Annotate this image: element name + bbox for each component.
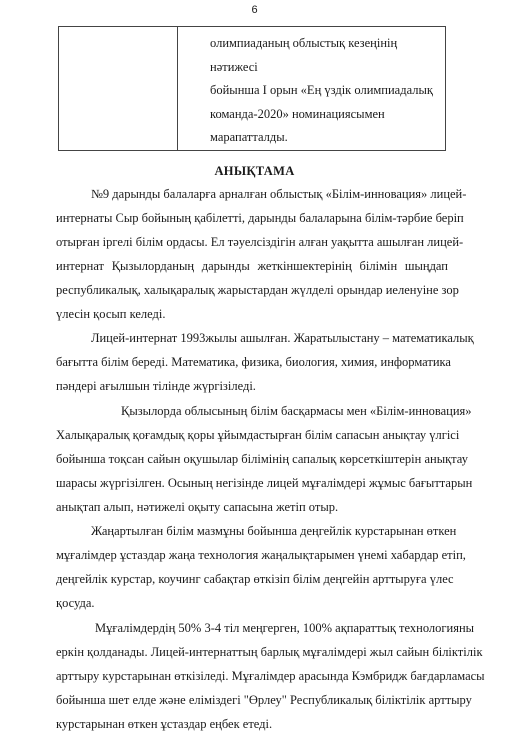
text-line: Халықаралық қоғамдық қоры ұйымдастырған білім сапасын анықтау үлгісі (56, 428, 460, 442)
text-line: пәндері ағылшын тілінде жүргізіледі. (56, 379, 256, 393)
text-line: Жаңартылған білім мазмұны бойынша деңгейлік курстарынан өткен (91, 524, 457, 538)
text-line: Қызылорда облысының білім басқармасы мен «Білім-инновация» (121, 404, 472, 418)
text-line: бойынша шет елде және еліміздегі "Өрлеу" Республикалық біліктілік арттыру (56, 693, 472, 707)
text-line: Лицей-интернат 1993жылы ашылған. Жаратылыстану – математикалық (91, 331, 474, 345)
text-line: отырған іргелі білім ордасы. Ел тәуелсіздігін алған уақытта ашылған лицей- (56, 235, 464, 249)
table-line: команда-2020» номинациясымен (210, 106, 385, 121)
text-line: мұғалімдер ұстаздар жаңа технология жаңалықтарымен үнемі хабардар етіп, (56, 548, 466, 562)
table-cell-text (178, 27, 446, 151)
text-line: анықтап алып, нәтижелі оқыту сапасына жетіп отыр. (56, 500, 339, 514)
page-number: 6 (251, 4, 258, 16)
table-cell-empty (59, 27, 178, 151)
table-line: бойынша І орын «Ең үздік олимпиадалық (210, 83, 433, 97)
text-line: республикалық, халықаралық жарыстардан жүлделі орындар иеленуіне зор (56, 283, 459, 297)
text-line: интернат Қызылорданың дарынды жеткіншектерінің білімін шыңдап (56, 259, 448, 273)
text-line: үлесін қосып келеді. (56, 307, 166, 321)
table-line: олимпиаданың облыстық кезеңінің нәтижесі (210, 36, 398, 74)
text-line: деңгейлік курстар, коучинг сабақтар өткізіп білім деңгейін арттыруға үлес (56, 572, 454, 586)
text-line: шарасы жүргізілген. Осының негізінде лицей мұғалімдері жұмыс бағыттарын (56, 476, 473, 490)
text-line: курстарынан өткен ұстаздар еңбек етеді. (56, 717, 273, 731)
text-line: арттыру курстарынан өткізіледі. Мұғалімдер арасында Кэмбридж бағдарламасы (56, 669, 485, 683)
text-line: Мұғалімдердің 50% 3-4 тіл меңгерген, 100% ақпараттық технологияны (95, 621, 475, 635)
document-heading: АНЫҚТАМА (214, 164, 295, 178)
table-line: марапатталды. (210, 130, 288, 144)
table-fragment (58, 26, 446, 151)
text-line: қосуда. (56, 596, 95, 610)
text-line: бойынша тоқсан сайын оқушылар білімінің сапалық көрсеткіштерін анықтау (56, 452, 468, 466)
text-line: еркін қолданады. Лицей-интернаттың барлық мұғалімдері жыл сайын біліктілік (56, 645, 483, 659)
text-line: №9 дарынды балаларға арналған облыстық «Білім-инновация» лицей- (91, 187, 467, 201)
text-line: бағытта білім береді. Математика, физика, биология, химия, информатика (56, 355, 451, 369)
text-line: интернаты Сыр бойының қабілетті, дарынды балаларына білім-тәрбие беріп (56, 211, 464, 225)
